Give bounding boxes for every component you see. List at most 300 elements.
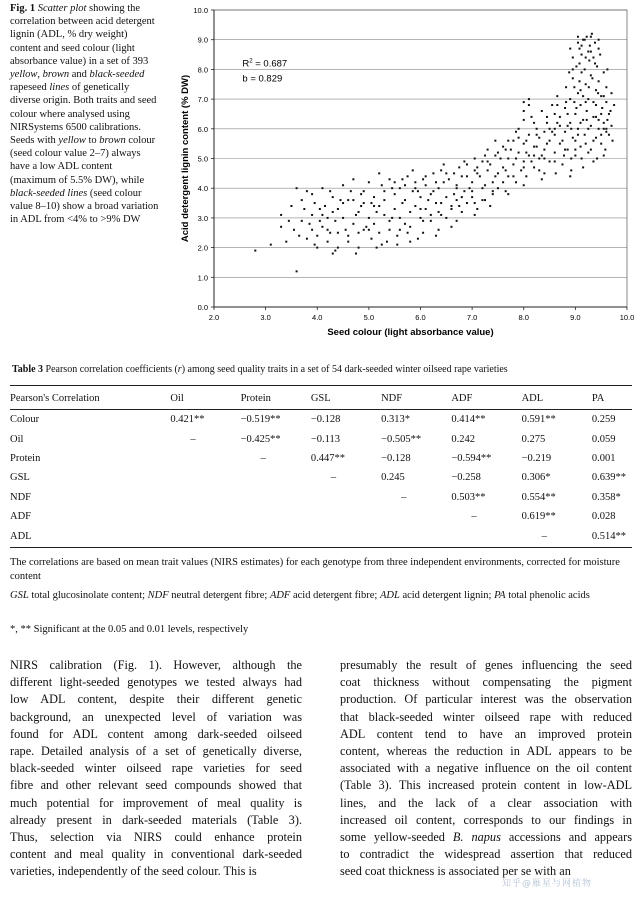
- data-point: [461, 211, 463, 213]
- data-point: [301, 220, 303, 222]
- data-point: [484, 199, 486, 201]
- data-point: [386, 241, 388, 243]
- figure-caption: [10, 2, 160, 226]
- data-point: [383, 190, 385, 192]
- data-point: [456, 220, 458, 222]
- data-point: [577, 42, 579, 44]
- table-cell: [445, 526, 515, 545]
- y-tick-label: 6.0: [197, 124, 208, 134]
- data-point: [594, 62, 596, 64]
- data-point: [523, 119, 525, 121]
- data-point: [347, 241, 349, 243]
- row-label: NDF: [10, 491, 32, 503]
- data-point: [569, 122, 571, 124]
- data-point: [543, 158, 545, 160]
- data-point: [399, 187, 401, 189]
- table-label: Table 3: [12, 364, 44, 375]
- data-point: [316, 247, 318, 249]
- data-point: [443, 163, 445, 165]
- data-point: [363, 202, 365, 204]
- data-point: [360, 193, 362, 195]
- table-header-cell: Pearson's Correlation: [10, 392, 100, 404]
- data-point: [404, 184, 406, 186]
- table-cell: −0.219: [521, 452, 552, 464]
- data-point: [314, 202, 316, 204]
- x-tick-label: 8.0: [518, 313, 529, 322]
- table-cell: 0.421**: [170, 414, 205, 426]
- data-point: [376, 211, 378, 213]
- data-point: [518, 152, 520, 154]
- data-point: [574, 155, 576, 157]
- data-point: [502, 181, 504, 183]
- table-cell: [305, 488, 375, 507]
- data-point: [507, 193, 509, 195]
- data-point: [321, 226, 323, 228]
- table-cell: −0.425**: [240, 433, 281, 445]
- data-point: [332, 211, 334, 213]
- data-point: [582, 166, 584, 168]
- data-point: [414, 205, 416, 207]
- data-point: [352, 223, 354, 225]
- data-point: [549, 128, 551, 130]
- data-point: [456, 199, 458, 201]
- data-point: [538, 169, 540, 171]
- data-point: [554, 134, 556, 136]
- data-point: [296, 187, 298, 189]
- data-point: [378, 172, 380, 174]
- data-point: [585, 143, 587, 145]
- data-point: [471, 196, 473, 198]
- table-cell: [235, 468, 305, 487]
- data-point: [481, 160, 483, 162]
- data-point: [450, 226, 452, 228]
- data-point: [469, 187, 471, 189]
- data-point: [345, 229, 347, 231]
- body-line: content and meal quality in conventional dark-seeded: [10, 847, 302, 862]
- data-point: [500, 158, 502, 160]
- body-line: production. Of particular interest was the observation: [340, 692, 632, 707]
- data-point: [572, 68, 574, 70]
- x-axis-label: Seed colour (light absorbance value): [327, 327, 494, 338]
- data-point: [412, 190, 414, 192]
- data-point: [591, 77, 593, 79]
- y-tick-labels: [193, 6, 214, 312]
- data-point: [306, 238, 308, 240]
- body-line: ADL content tend to have an improved protein: [340, 726, 632, 741]
- table-header-cell: PA: [591, 392, 605, 404]
- data-point: [591, 33, 593, 35]
- data-point: [580, 122, 582, 124]
- figure-caption-fragment: showing the correlation between acid detergent lignin (ADL, % dry weight) content and seed colour (light absorbance value) in a set of 393: [10, 3, 155, 67]
- data-point: [569, 48, 571, 50]
- figure-caption-fragment: brown: [99, 135, 126, 147]
- data-point: [458, 205, 460, 207]
- data-point: [590, 74, 592, 76]
- body-line: different light-seeded genotypes we tested always had: [10, 675, 302, 690]
- data-point: [568, 71, 570, 73]
- data-point: [572, 77, 574, 79]
- data-point: [600, 95, 602, 97]
- data-point: [528, 134, 530, 136]
- data-point: [321, 214, 323, 216]
- table-cell: 0.059: [591, 433, 616, 445]
- data-point: [409, 241, 411, 243]
- body-line: seed coat thickness is associated per se with an: [340, 864, 571, 879]
- x-tick-label: 4.0: [312, 313, 323, 322]
- data-point: [456, 184, 458, 186]
- data-points: [254, 33, 615, 273]
- table-cell: 0.275: [521, 433, 546, 445]
- table-caption: Table 3 Pearson correlation coefficients (r) among seed quality traits in a set of 54 dark-seeded winter oilseed rape varieties: [12, 364, 508, 375]
- data-point: [518, 128, 520, 130]
- table-cell: [164, 449, 234, 468]
- table-note-correlations: The correlations are based on mean trait values (NIRS estimates) for each genotype from three independent environments, corrected for moisture content: [10, 557, 620, 582]
- data-point: [582, 119, 584, 121]
- data-point: [533, 166, 535, 168]
- data-point: [530, 116, 532, 118]
- x-tick-label: 7.0: [466, 313, 478, 322]
- data-point: [296, 270, 298, 272]
- data-point: [613, 104, 615, 106]
- data-point: [342, 202, 344, 204]
- data-point: [564, 149, 566, 151]
- data-point: [332, 196, 334, 198]
- data-point: [528, 98, 530, 100]
- data-point: [515, 181, 517, 183]
- data-point: [476, 166, 478, 168]
- data-point: [301, 199, 303, 201]
- data-point: [381, 244, 383, 246]
- body-line: some yellow-seeded B. napus accessions and appears: [340, 830, 633, 845]
- data-point: [358, 247, 360, 249]
- data-point: [586, 36, 588, 38]
- data-point: [596, 65, 598, 67]
- body-line: that black-seeded winter oilseed rape with reduced: [340, 709, 632, 724]
- data-point: [598, 80, 600, 82]
- data-point: [592, 101, 594, 103]
- figure-caption-fragment: black-seeded: [89, 69, 145, 81]
- table-cell: 0.554**: [521, 491, 556, 503]
- data-point: [368, 181, 370, 183]
- body-line: rape. Detailed analysis of a set of genetically diverse,: [10, 744, 302, 759]
- data-point: [580, 89, 582, 91]
- data-point: [554, 152, 556, 154]
- x-tick-label: 10.0: [619, 313, 635, 322]
- data-point: [551, 131, 553, 133]
- data-point: [324, 205, 326, 207]
- data-point: [404, 223, 406, 225]
- data-point: [466, 202, 468, 204]
- figure-caption-fragment: (seed colour value 8–10) show a broad variation in ADL from <4% to >9% DW: [10, 187, 159, 226]
- data-point: [601, 107, 603, 109]
- data-point: [530, 160, 532, 162]
- data-point: [536, 128, 538, 130]
- data-point: [586, 110, 588, 112]
- data-point: [316, 235, 318, 237]
- data-point: [507, 140, 509, 142]
- data-point: [587, 51, 589, 53]
- data-point: [507, 175, 509, 177]
- body-line: presumably the result of genes influencing the seed: [340, 658, 632, 672]
- data-point: [474, 158, 476, 160]
- data-point: [381, 184, 383, 186]
- data-point: [565, 101, 567, 103]
- body-text-right-column: [340, 657, 632, 881]
- data-point: [589, 45, 591, 47]
- figure-caption-fragment: rapeseed: [10, 82, 50, 94]
- data-point: [570, 128, 572, 130]
- data-point: [280, 226, 282, 228]
- table-cell: 0.591**: [521, 414, 556, 426]
- data-point: [494, 155, 496, 157]
- data-point: [407, 175, 409, 177]
- data-point: [337, 232, 339, 234]
- gridlines: [214, 10, 627, 277]
- data-point: [422, 178, 424, 180]
- data-point: [334, 220, 336, 222]
- data-point: [327, 241, 329, 243]
- data-point: [453, 172, 455, 174]
- table-row: [10, 449, 632, 468]
- data-point: [510, 149, 512, 151]
- table-cell: –: [190, 433, 196, 445]
- data-point: [438, 229, 440, 231]
- data-point: [332, 253, 334, 255]
- data-point: [606, 119, 608, 121]
- data-point: [570, 158, 572, 160]
- table-cell: 0.447**: [310, 452, 345, 464]
- data-point: [329, 190, 331, 192]
- data-point: [505, 149, 507, 151]
- body-line: much potential for improvement of meal quality is: [10, 795, 302, 810]
- table-header-cell: GSL: [310, 392, 331, 404]
- data-point: [590, 51, 592, 53]
- data-point: [358, 232, 360, 234]
- data-point: [378, 232, 380, 234]
- data-point: [453, 193, 455, 195]
- data-point: [401, 178, 403, 180]
- data-point: [327, 229, 329, 231]
- data-point: [394, 193, 396, 195]
- body-line: background, an unexpected level of variation was: [10, 709, 302, 724]
- data-point: [370, 238, 372, 240]
- data-point: [567, 125, 569, 127]
- table-cell: [375, 507, 445, 526]
- data-point: [311, 193, 313, 195]
- table-cell: [375, 526, 445, 545]
- data-point: [399, 217, 401, 219]
- data-point: [603, 95, 605, 97]
- figure-caption-fragment: ,: [37, 69, 43, 81]
- y-tick-label: 10.0: [193, 6, 208, 15]
- data-point: [280, 214, 282, 216]
- data-point: [407, 232, 409, 234]
- table-header-cell: Oil: [170, 392, 184, 404]
- table-cell: [305, 526, 375, 545]
- table-header-row: [10, 386, 632, 410]
- data-point: [401, 202, 403, 204]
- data-point: [572, 57, 574, 59]
- table-header-cell: ADL: [521, 392, 544, 404]
- body-line: black-seeded winter oilseed rape varieties for seed: [10, 761, 302, 776]
- data-point: [448, 178, 450, 180]
- table-cell: 0.259: [591, 414, 616, 426]
- data-point: [543, 149, 545, 151]
- data-point: [592, 140, 594, 142]
- data-point: [484, 184, 486, 186]
- table-cell: −0.128: [381, 452, 411, 464]
- data-point: [298, 235, 300, 237]
- data-point: [587, 152, 589, 154]
- figure-caption-fragment: of genetically diverse origin. Both traits and seed colour where analysed using NIRSystems 6500 calibrations. Seeds with: [10, 82, 157, 147]
- data-point: [604, 149, 606, 151]
- data-point: [543, 172, 545, 174]
- table-cell: −0.258: [451, 472, 481, 484]
- data-point: [479, 175, 481, 177]
- data-point: [581, 54, 583, 56]
- data-point: [525, 140, 527, 142]
- data-point: [551, 104, 553, 106]
- data-point: [585, 57, 587, 59]
- data-point: [383, 214, 385, 216]
- data-point: [603, 122, 605, 124]
- data-point: [474, 202, 476, 204]
- data-point: [474, 214, 476, 216]
- data-point: [476, 208, 478, 210]
- data-point: [363, 229, 365, 231]
- table-cell: 0.245: [381, 472, 405, 484]
- data-point: [561, 163, 563, 165]
- data-point: [327, 217, 329, 219]
- data-point: [612, 140, 614, 142]
- watermark: 知乎@雁星与网植物: [502, 879, 593, 889]
- data-point: [598, 128, 600, 130]
- data-point: [414, 181, 416, 183]
- data-point: [556, 104, 558, 106]
- data-point: [502, 166, 504, 168]
- y-axis-label: Acid detergent lignin content (% DW): [180, 74, 191, 243]
- data-point: [389, 178, 391, 180]
- data-point: [556, 95, 558, 97]
- row-label: ADL: [10, 530, 32, 542]
- table-cell: [164, 488, 234, 507]
- table-cell: −0.113: [310, 433, 341, 445]
- abbreviation-fragment: NDF: [147, 590, 169, 601]
- data-point: [587, 128, 589, 130]
- data-point: [285, 241, 287, 243]
- data-point: [329, 232, 331, 234]
- data-point: [541, 155, 543, 157]
- data-point: [603, 128, 605, 130]
- table-cell: [164, 526, 234, 545]
- data-point: [512, 175, 514, 177]
- data-point: [590, 36, 592, 38]
- data-point: [569, 98, 571, 100]
- data-point: [581, 158, 583, 160]
- table-cell: 0.503**: [451, 491, 486, 503]
- body-line: increased oil content, corresponds to our findings in: [340, 812, 632, 827]
- data-point: [584, 68, 586, 70]
- data-point: [342, 184, 344, 186]
- figure-caption-fragment: to: [85, 135, 100, 147]
- data-point: [456, 187, 458, 189]
- data-point: [605, 86, 607, 88]
- x-tick-label: 6.0: [415, 313, 426, 322]
- data-point: [590, 125, 592, 127]
- data-point: [492, 181, 494, 183]
- data-point: [594, 42, 596, 44]
- data-point: [420, 217, 422, 219]
- data-point: [603, 71, 605, 73]
- data-point: [365, 226, 367, 228]
- data-point: [611, 125, 613, 127]
- data-point: [404, 199, 406, 201]
- data-point: [306, 190, 308, 192]
- data-point: [458, 166, 460, 168]
- body-line: fibre and other relevant seed compounds showed that: [10, 778, 302, 793]
- table-cell: 0.028: [591, 511, 616, 523]
- table-row: [10, 507, 632, 526]
- table-cell: –: [541, 530, 547, 542]
- data-point: [505, 190, 507, 192]
- data-point: [420, 196, 422, 198]
- data-point: [383, 199, 385, 201]
- data-point: [565, 86, 567, 88]
- data-point: [497, 172, 499, 174]
- data-point: [489, 163, 491, 165]
- data-point: [347, 199, 349, 201]
- data-point: [580, 146, 582, 148]
- data-point: [605, 131, 607, 133]
- table-cell: –: [260, 452, 266, 464]
- data-point: [497, 152, 499, 154]
- body-line: lines, and the lack of a clear association with: [340, 795, 632, 810]
- data-point: [270, 244, 272, 246]
- data-point: [577, 36, 579, 38]
- data-point: [567, 149, 569, 151]
- data-point: [575, 107, 577, 109]
- data-point: [481, 187, 483, 189]
- r-squared-annotation: $R^2 = 0.687$: [242, 58, 288, 70]
- abbreviation-fragment: total phenolic acids: [505, 590, 590, 601]
- data-point: [303, 208, 305, 210]
- data-point: [373, 196, 375, 198]
- y-tick-label: 8.0: [197, 65, 208, 75]
- table-cell: 0.358*: [591, 491, 621, 503]
- data-point: [577, 128, 579, 130]
- data-point: [587, 98, 589, 100]
- data-point: [584, 39, 586, 41]
- data-point: [409, 211, 411, 213]
- data-point: [497, 187, 499, 189]
- data-point: [290, 205, 292, 207]
- data-point: [541, 178, 543, 180]
- data-point: [546, 122, 548, 124]
- data-point: [595, 89, 597, 91]
- data-point: [515, 131, 517, 133]
- data-point: [389, 220, 391, 222]
- data-point: [590, 149, 592, 151]
- table-cell: –: [330, 472, 337, 484]
- table-row: [10, 410, 632, 429]
- data-point: [373, 205, 375, 207]
- data-point: [549, 160, 551, 162]
- y-tick-label: 3.0: [197, 213, 208, 223]
- data-point: [577, 92, 579, 94]
- table-body: [10, 410, 632, 546]
- data-point: [425, 175, 427, 177]
- table-cell: −0.594**: [451, 452, 492, 464]
